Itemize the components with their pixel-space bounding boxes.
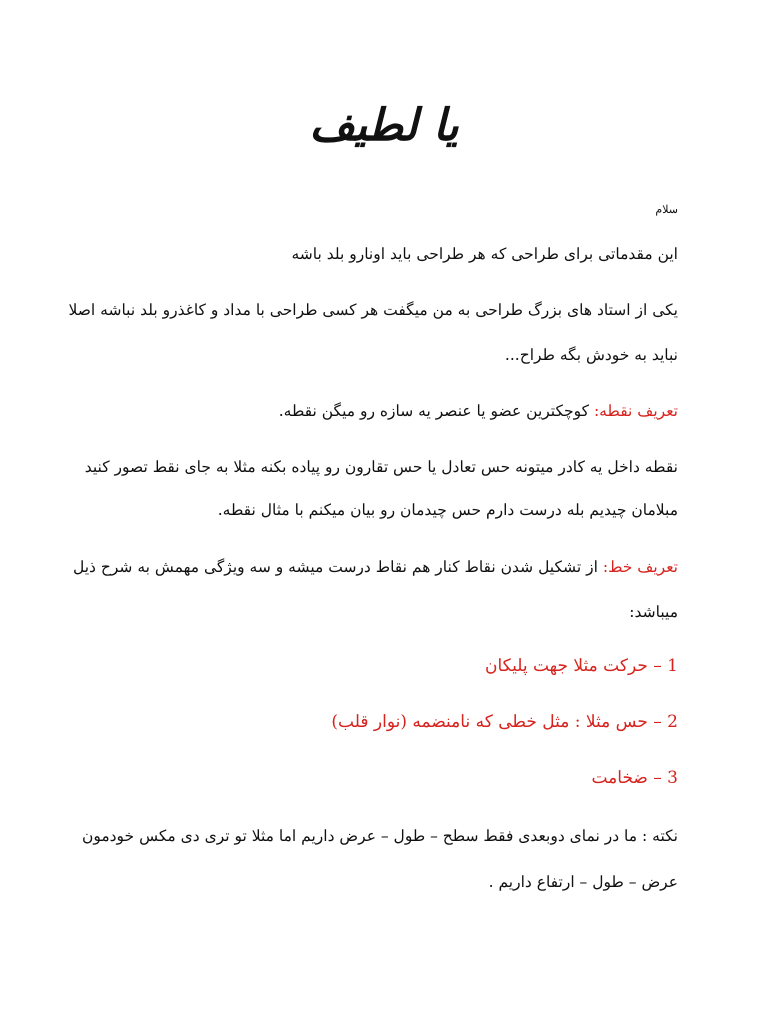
paragraph-line: میباشد: xyxy=(629,603,678,621)
point-definition xyxy=(279,401,678,421)
paragraph-line: نباید به خودش بگه طراح... xyxy=(504,346,678,364)
feature-item: 3 – ضخامت xyxy=(591,768,678,788)
point-definition-label: تعریف نقطه: xyxy=(593,402,678,420)
feature-item: 1 – حرکت مثلا جهت پلیکان xyxy=(485,656,678,676)
line-definition-text: از تشکیل شدن نقاط کنار هم نقاط درست میشه و سه ویژگی مهمش به شرح ذیل xyxy=(72,558,603,576)
paragraph-line: مبلامان چیدیم بله درست دارم حس چیدمان رو بیان میکنم با مثال نقطه. xyxy=(217,501,678,519)
note-line: نکته : ما در نمای دوبعدی فقط سطح – طول – عرض داریم اما مثلا تو تری دی مکس خودمون xyxy=(81,827,678,845)
greeting: سلام xyxy=(655,203,678,216)
note-line: عرض – طول – ارتفاع داریم . xyxy=(488,873,678,891)
feature-item: 2 – حس مثلا : مثل خطی که نامنضمه (نوار قلب) xyxy=(331,712,678,732)
intro-line: این مقدماتی برای طراحی که هر طراحی باید اونارو بلد باشه xyxy=(291,245,678,263)
paragraph-line: نقطه داخل یه کادر میتونه حس تعادل یا حس تقارون رو پیاده بکنه مثلا به جای نقط تصور کنید xyxy=(84,458,678,476)
document-title: یا لطیف xyxy=(309,100,459,151)
line-definition xyxy=(73,557,678,577)
line-definition-label: تعریف خط: xyxy=(602,558,678,576)
point-definition-text: کوچکترین عضو یا عنصر یه سازه رو میگن نقطه. xyxy=(278,402,594,420)
paragraph-line: یکی از استاد های بزرگ طراحی به من میگفت هر کسی طراحی با مداد و کاغذرو بلد نباشه اصلا xyxy=(68,301,678,319)
